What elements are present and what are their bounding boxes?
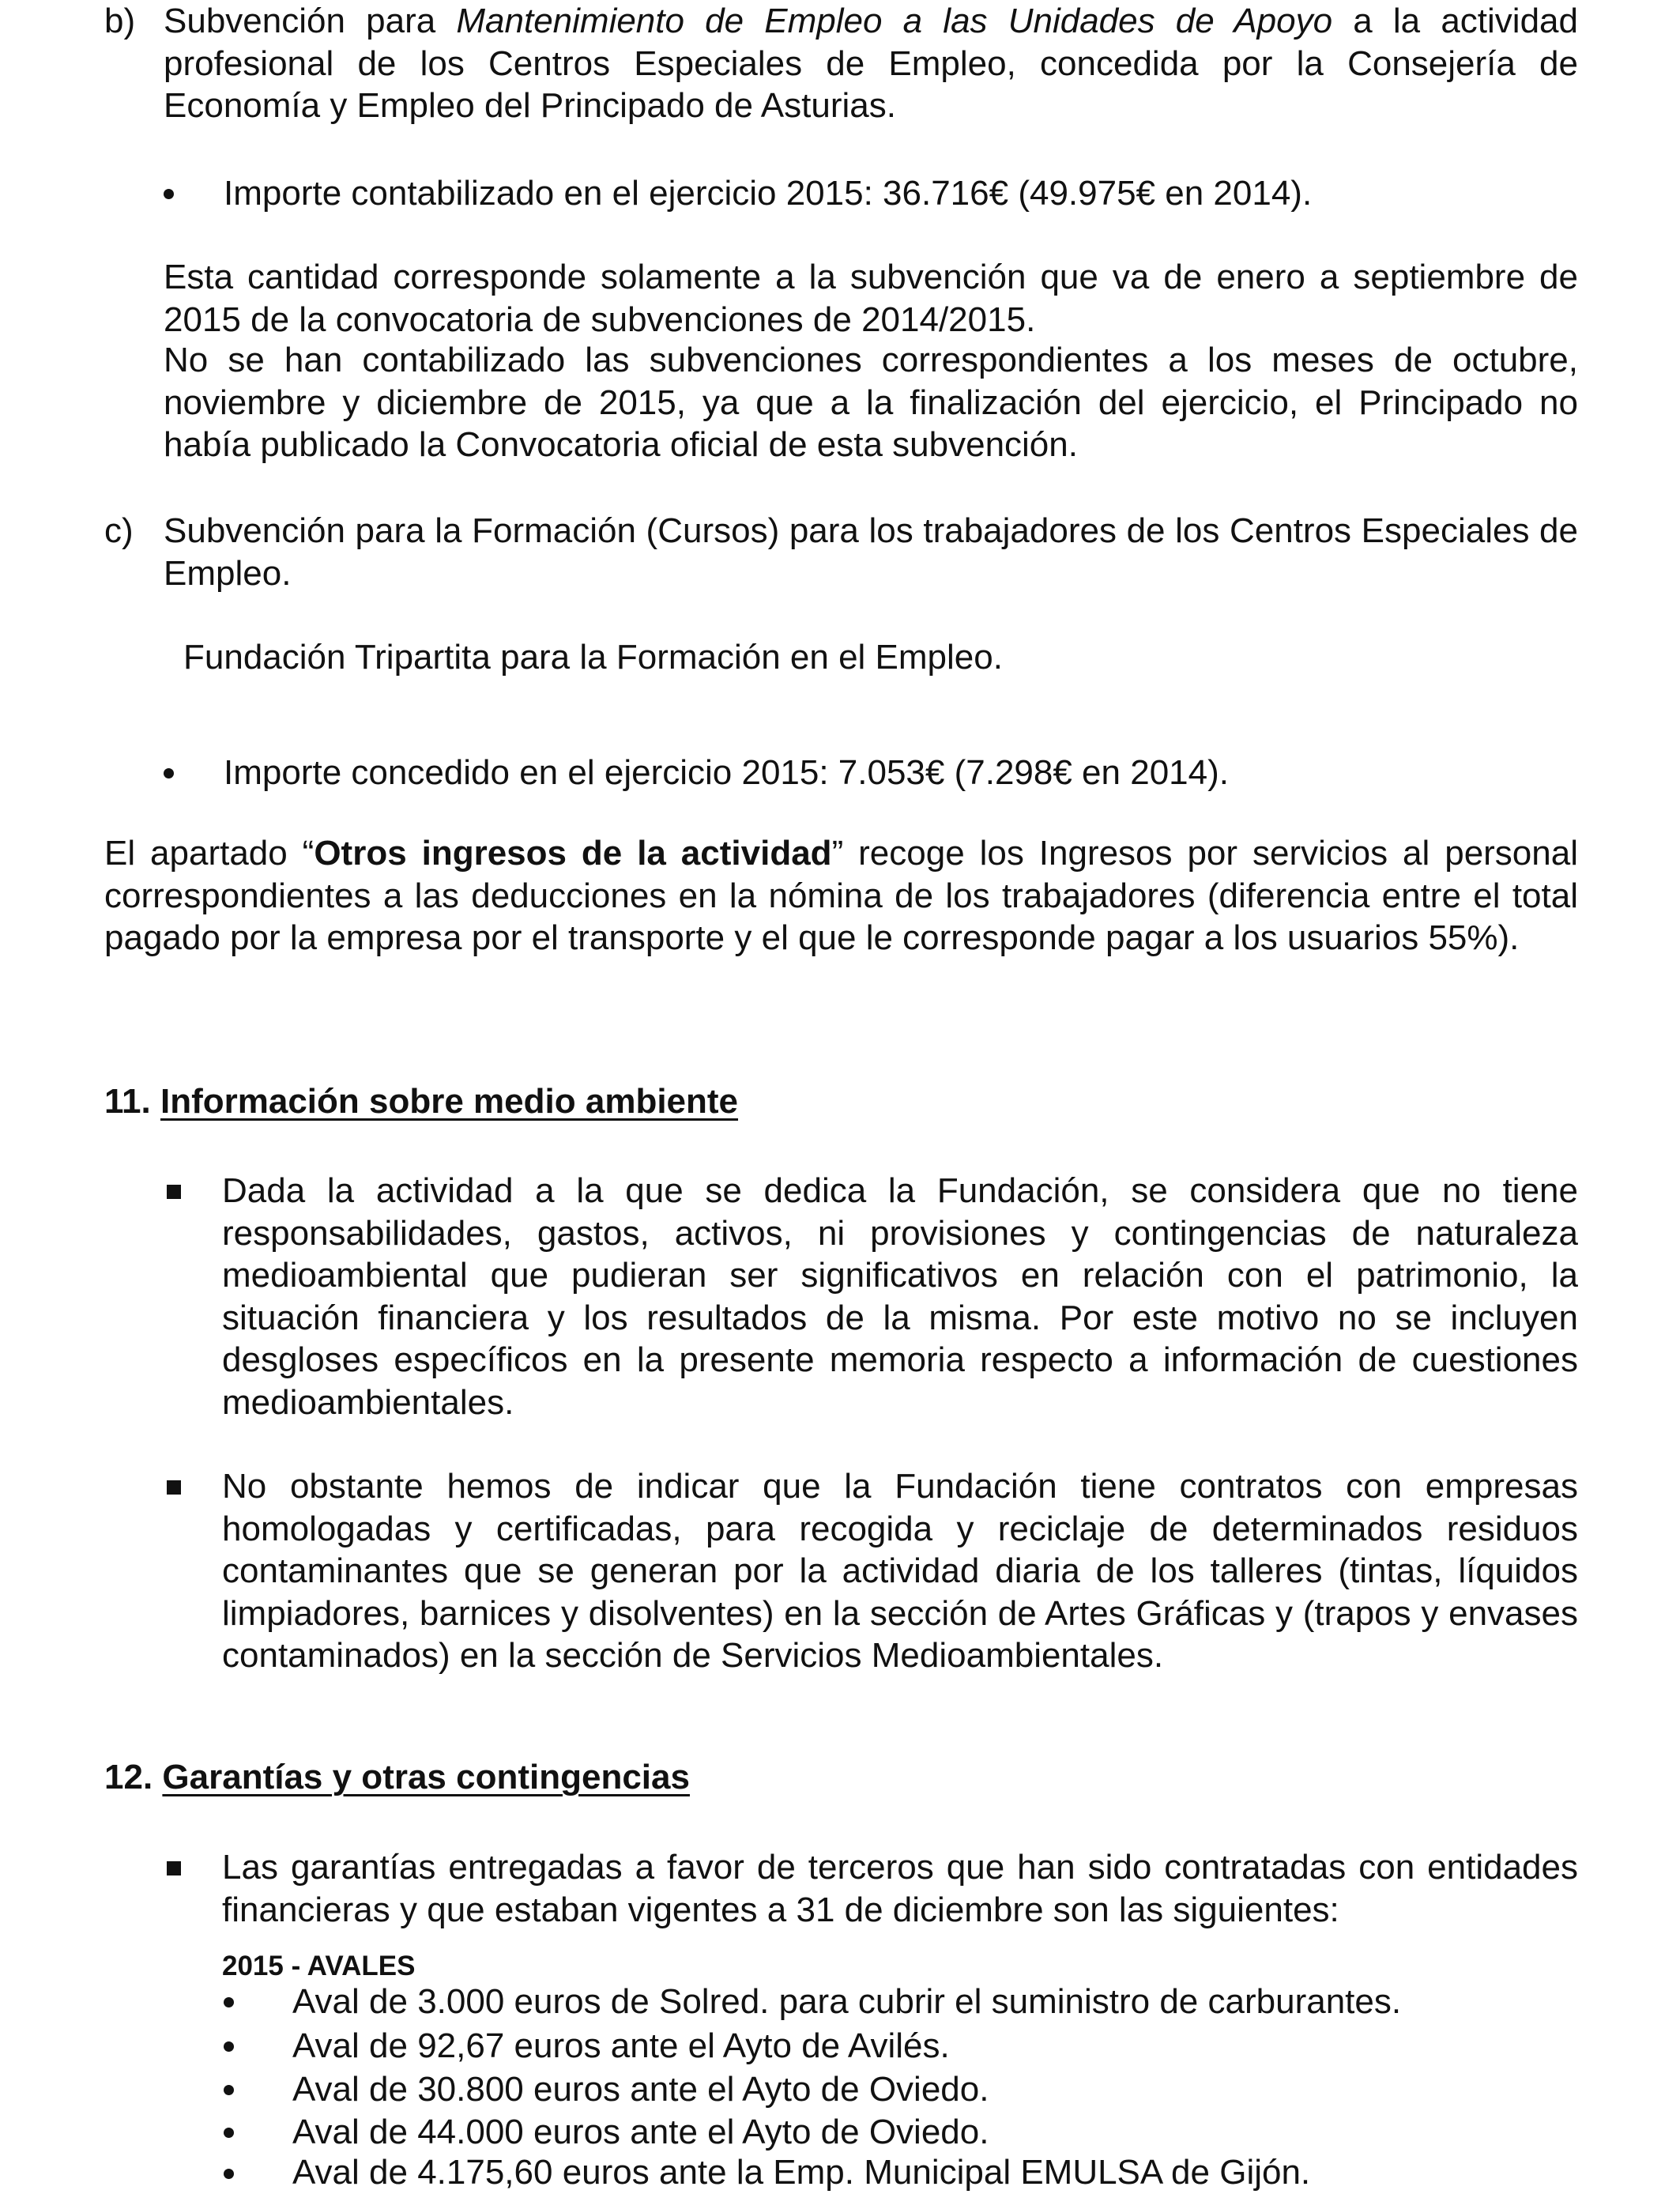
section-11-number: 11. bbox=[104, 1082, 151, 1121]
otros-ingresos-post: ” recoge los Ingresos por servicios al personal correspondientes a las deducciones en la nómina de los trabajadores (diferencia entre el total pagado por la empresa por el transporte y el que le corresponde pagar a los usuarios 55%). bbox=[104, 834, 1578, 957]
section-b-intro-pre: Subvención para bbox=[164, 2, 457, 40]
section-12-number: 12. bbox=[104, 1758, 153, 1796]
aval-item: Aval de 30.800 euros ante el Ayto de Oviedo. bbox=[292, 2070, 989, 2109]
section-c-label: c) bbox=[104, 511, 134, 550]
bullet-dot-icon bbox=[224, 2128, 234, 2138]
otros-ingresos-paragraph bbox=[104, 832, 1578, 959]
otros-ingresos-pre: El apartado “ bbox=[104, 834, 315, 873]
section-b-label: b) bbox=[104, 2, 136, 40]
bullet-dot-icon bbox=[224, 2041, 234, 2052]
section-b-bullet: Importe contabilizado en el ejercicio 2015: 36.716€ (49.975€ en 2014). bbox=[224, 174, 1313, 213]
section-12-intro: Las garantías entregadas a favor de terceros que han sido contratadas con entidades financieras y que estaban vigentes a 31 de diciembre son las siguientes: bbox=[222, 1848, 1578, 1929]
section-11-item: No obstante hemos de indicar que la Fundación tiene contratos con empresas homologadas y certificadas, para recogida y reciclaje de determinados residuos contaminantes que se generan por la actividad diaria de los talleres (tintas, líquidos limpiadores, barnices y disolventes) en la sección de Artes Gráficas y (trapos y envases contaminados) en la sección de Servicios Medioambientales. bbox=[222, 1467, 1578, 1675]
section-11-heading bbox=[104, 1080, 738, 1123]
square-bullet-icon bbox=[167, 1480, 181, 1495]
section-b-intro-italic: Mantenimiento de Empleo a las Unidades de Apoyo bbox=[456, 2, 1333, 40]
aval-item: Aval de 92,67 euros ante el Ayto de Avilés. bbox=[292, 2026, 950, 2065]
aval-item: Aval de 44.000 euros ante el Ayto de Oviedo. bbox=[292, 2113, 989, 2151]
square-bullet-icon bbox=[167, 1185, 181, 1199]
aval-item: Aval de 4.175,60 euros ante la Emp. Municipal EMULSA de Gijón. bbox=[292, 2153, 1311, 2192]
section-b-intro bbox=[164, 0, 1578, 127]
section-b-note-2: No se han contabilizado las subvenciones correspondientes a los meses de octubre, noviembre y diciembre de 2015, ya que a la finalización del ejercicio, el Principado no había publicado la Convocatoria oficial de esta subvención. bbox=[164, 341, 1578, 464]
avales-heading: 2015 - AVALES bbox=[222, 1951, 416, 1981]
bullet-dot-icon bbox=[224, 1997, 234, 2007]
section-c-entity: Fundación Tripartita para la Formación en el Empleo. bbox=[183, 638, 1003, 677]
section-11-title: Información sobre medio ambiente bbox=[160, 1082, 739, 1121]
section-b-note-1: Esta cantidad corresponde solamente a la subvención que va de enero a septiembre de 2015 de la convocatoria de subvenciones de 2014/2015. bbox=[164, 258, 1578, 339]
aval-item: Aval de 3.000 euros de Solred. para cubrir el suministro de carburantes. bbox=[292, 1982, 1402, 2021]
section-12-title: Garantías y otras contingencias bbox=[162, 1758, 690, 1796]
bullet-dot-icon bbox=[224, 2169, 234, 2179]
bullet-dot-icon bbox=[164, 768, 174, 778]
bullet-dot-icon bbox=[164, 189, 174, 199]
section-b-intro-post: a la actividad profesional de los Centros Especiales de Empleo, concedida por la Consejería de Economía y Empleo del Principado de Asturias. bbox=[164, 2, 1578, 125]
section-c-intro: Subvención para la Formación (Cursos) para los trabajadores de los Centros Especiales de Empleo. bbox=[164, 511, 1578, 593]
section-c-bullet: Importe concedido en el ejercicio 2015: 7.053€ (7.298€ en 2014). bbox=[224, 753, 1229, 792]
section-11-item: Dada la actividad a la que se dedica la Fundación, se considera que no tiene responsabilidades, gastos, activos, ni provisiones y contingencias de naturaleza medioambiental que pudieran ser significativos en relación con el patrimonio, la situación financiera y los resultados de la misma. Por este motivo no se incluyen desgloses específicos en la presente memoria respecto a información de cuestiones medioambientales. bbox=[222, 1171, 1578, 1422]
bullet-dot-icon bbox=[224, 2085, 234, 2095]
square-bullet-icon bbox=[167, 1861, 181, 1875]
otros-ingresos-bold: Otros ingresos de la actividad bbox=[314, 834, 832, 873]
section-12-heading bbox=[104, 1756, 690, 1799]
